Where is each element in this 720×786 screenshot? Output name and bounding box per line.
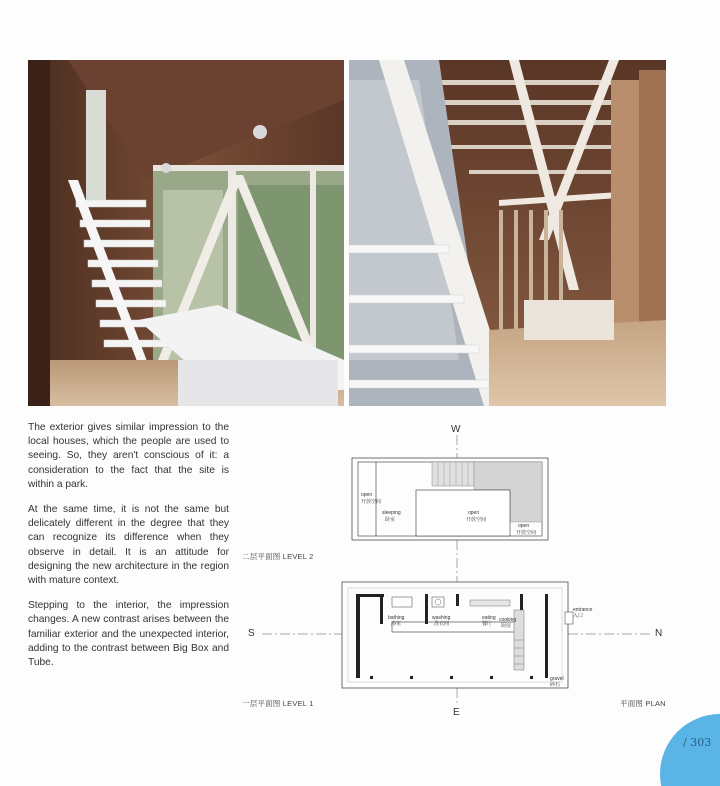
level1-bathing-label: bathing (388, 615, 405, 621)
level1-entrance-label: entrance (573, 607, 593, 613)
level2-plan (352, 458, 548, 540)
level1-washing-cn: 洗衣间 (434, 621, 450, 627)
level1-bathing-cn: 浴室 (391, 621, 402, 627)
compass-east: E (453, 707, 460, 718)
interior-photo-left-image (28, 60, 344, 406)
level1-caption: 一层平面图 LEVEL 1 (242, 699, 314, 708)
paragraph-3: Stepping to the interior, the impression changes. A new contrast arises between the familiar exterior and the unexpected interior, adding to the contrast between Big Box and Tube. (28, 600, 229, 669)
level1-cooking-cn: 厨房 (501, 623, 512, 629)
level2-open-center-label: open (468, 510, 480, 516)
level2-open-right-cn: 开放空间 (516, 530, 537, 536)
level2-open-left-label: open (361, 492, 373, 498)
interior-photo-right-image (349, 60, 666, 406)
level1-plan (342, 582, 593, 688)
level1-eating-label: eating (482, 615, 496, 621)
level1-entrance-cn: 入口 (573, 613, 584, 619)
level2-sleeping-cn: 卧室 (385, 517, 396, 523)
level2-open-right-label: open (518, 523, 530, 529)
level1-washing-label: washing (432, 615, 451, 621)
compass-west: W (451, 424, 461, 435)
page-number-value: 303 (690, 736, 712, 749)
level2-sleeping-label: sleeping (382, 510, 401, 516)
level2-caption: 二层平面图 LEVEL 2 (242, 552, 314, 561)
body-text (28, 421, 229, 681)
compass-south: S (248, 628, 255, 639)
compass-north: N (655, 628, 663, 639)
interior-photo-right (349, 60, 666, 406)
level2-open-left-cn: 开放空间 (361, 499, 382, 505)
floor-plan-drawing (230, 420, 700, 720)
plan-caption: 平面图 PLAN (620, 699, 666, 708)
paragraph-1: The exterior gives similar impression to the local houses, which the people are used to seeing. So, they aren't conscious of it: a consideration to the fact that the site is within a park. (28, 422, 229, 490)
level1-cooking-label: cooking (499, 617, 517, 623)
level1-eating-cn: 餐厅 (482, 621, 493, 627)
paragraph-2: At the same time, it is not the same but delicately different in the degree that they can recognize its difference when they observe in detail. It is an attitude for designing the new architecture in the region with mature context. (28, 504, 229, 587)
level1-gravel-cn: 碎石 (550, 682, 561, 688)
page-number: / 303 (683, 736, 712, 749)
level2-open-center-cn: 开放空间 (466, 517, 487, 523)
interior-photo-left (28, 60, 344, 406)
level1-gravel-label: gravel (550, 676, 564, 682)
